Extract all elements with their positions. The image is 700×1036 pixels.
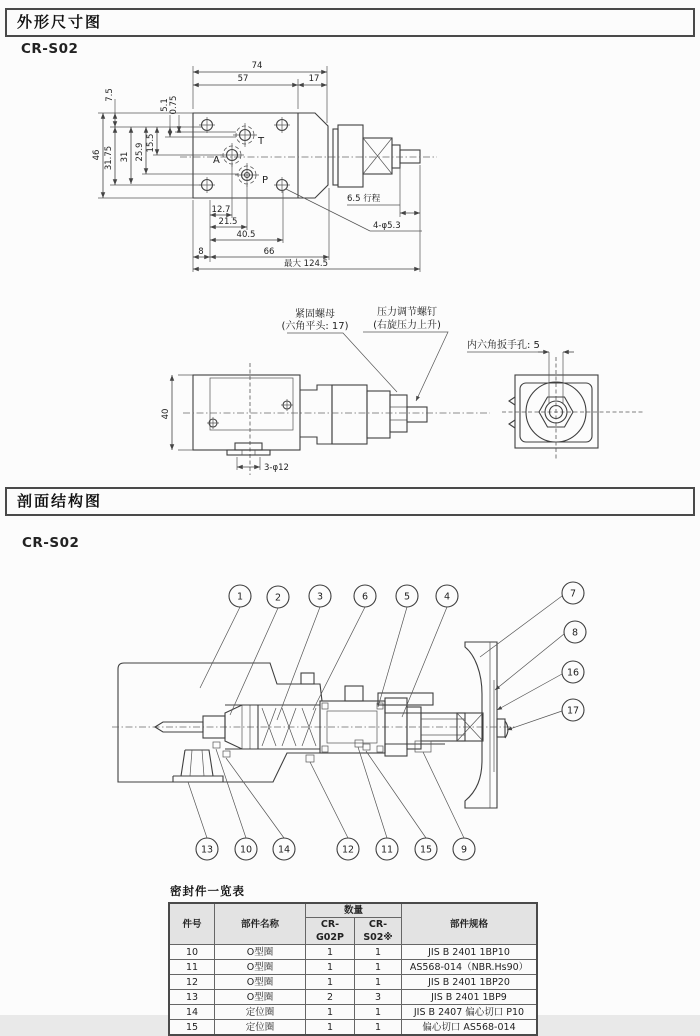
cell-qty-g02p: 2 — [306, 990, 355, 1005]
cell-spec: JIS B 2401 1BP9 — [402, 990, 538, 1005]
dim-15-5: 15.5 — [146, 133, 156, 153]
adjust-screw-sublabel: (右旋压力上升) — [373, 320, 441, 331]
svg-text:10: 10 — [239, 844, 253, 856]
section-header-structure — [5, 487, 695, 516]
col-header-part-name: 部件名称 — [215, 903, 306, 945]
dim-74: 74 — [251, 61, 263, 71]
callout-10 — [235, 838, 257, 860]
callout-8 — [564, 621, 586, 643]
port-p-label: P — [262, 175, 269, 186]
callout-17 — [562, 699, 584, 721]
callout-3 — [309, 585, 331, 607]
cell-qty-s02: 1 — [355, 1020, 402, 1036]
cell-spec: 偏心切口 AS568-014 — [402, 1020, 538, 1036]
top-view-drawing — [85, 55, 480, 291]
cell-qty-g02p: 1 — [306, 960, 355, 975]
callout-16 — [562, 661, 584, 683]
dim-8: 8 — [198, 247, 204, 257]
dimension-lines — [98, 66, 422, 272]
col-header-part-no: 件号 — [169, 903, 215, 945]
cell-spec: JIS B 2407 偏心切口 P10 — [402, 1005, 538, 1020]
table-row — [169, 960, 537, 975]
cell-qty-g02p: 1 — [306, 975, 355, 990]
cell-spec: JIS B 2401 1BP20 — [402, 975, 538, 990]
cell-part-name: O型圈 — [215, 945, 306, 960]
svg-text:16: 16 — [566, 667, 580, 679]
callout-9 — [453, 838, 475, 860]
holes-label: 4-φ5.3 — [373, 221, 401, 231]
adjust-screw-label: 压力调节螺钉 — [377, 307, 437, 318]
stroke-label: 6.5 行程 — [347, 194, 381, 204]
cell-spec: AS568-014（NBR.Hs90） — [402, 960, 538, 975]
svg-text:5: 5 — [403, 591, 411, 603]
lock-nut-label: 紧固螺母 — [295, 309, 335, 320]
callout-11 — [376, 838, 398, 860]
cell-qty-g02p: 1 — [306, 1020, 355, 1036]
dim-40: 40 — [161, 408, 171, 420]
svg-text:13: 13 — [200, 844, 214, 856]
dim-5-1: 5.1 — [160, 98, 170, 112]
cell-qty-s02: 3 — [355, 990, 402, 1005]
svg-text:9: 9 — [460, 844, 468, 856]
cell-part-name: O型圈 — [215, 990, 306, 1005]
side-view-dimensions — [161, 375, 289, 473]
callouts — [196, 582, 586, 860]
dim-7-5: 7.5 — [105, 88, 115, 102]
end-view — [467, 338, 645, 460]
dimension-labels — [92, 61, 401, 269]
cell-part-name: 定位圈 — [215, 1005, 306, 1020]
dim-57: 57 — [237, 74, 249, 84]
svg-text:1: 1 — [236, 591, 244, 603]
seal-parts-table — [168, 902, 538, 1036]
callout-1 — [229, 585, 251, 607]
table-row — [169, 1005, 537, 1020]
dim-21-5: 21.5 — [218, 217, 238, 227]
section-header-dimensions — [5, 8, 695, 37]
cell-part-name: O型圈 — [215, 975, 306, 990]
port-a-label: A — [213, 155, 220, 166]
side-and-end-view-drawing — [140, 300, 660, 482]
foot-holes-label: 3-φ12 — [264, 463, 289, 473]
svg-text:15: 15 — [419, 844, 433, 856]
cell-qty-g02p: 1 — [306, 1005, 355, 1020]
col-header-spec: 部件规格 — [402, 903, 538, 945]
dim-40-5: 40.5 — [236, 230, 256, 240]
cell-qty-g02p: 1 — [306, 945, 355, 960]
table-header-row — [169, 903, 537, 918]
svg-text:17: 17 — [566, 705, 580, 717]
dim-46: 46 — [92, 149, 102, 161]
mounting-foot — [227, 443, 270, 455]
dim-0-75: 0.75 — [169, 95, 179, 115]
callout-14 — [273, 838, 295, 860]
table-row — [169, 1020, 537, 1036]
svg-text:11: 11 — [380, 844, 394, 856]
callout-4 — [436, 585, 458, 607]
adjustment-screw-assembly — [385, 642, 508, 808]
table-row — [169, 975, 537, 990]
port-t-label: T — [258, 136, 265, 147]
hex-socket-label: 内六角扳手孔: 5 — [467, 340, 540, 351]
section-mounting-foot — [173, 750, 223, 782]
col-header-qty: 数量 — [306, 903, 402, 918]
cell-spec: JIS B 2401 1BP10 — [402, 945, 538, 960]
cell-qty-s02: 1 — [355, 975, 402, 990]
callout-13 — [196, 838, 218, 860]
callout-5 — [396, 585, 418, 607]
cell-qty-s02: 1 — [355, 945, 402, 960]
cell-part-no: 12 — [169, 975, 215, 990]
dim-12-7: 12.7 — [211, 205, 231, 215]
dim-31: 31 — [120, 151, 130, 163]
section-title: 外形尺寸图 — [17, 13, 103, 31]
callout-6 — [354, 585, 376, 607]
section-title: 剖面结构图 — [17, 492, 103, 510]
col-header-cr-g02p: CR-G02P — [306, 918, 355, 945]
cell-part-name: 定位圈 — [215, 1020, 306, 1036]
dim-31-75: 31.75 — [104, 145, 114, 171]
cell-qty-s02: 1 — [355, 960, 402, 975]
col-header-cr-s02: CR-S02※ — [355, 918, 402, 945]
seal-parts-section — [168, 883, 538, 1036]
svg-text:3: 3 — [316, 591, 324, 603]
lock-nut-sublabel: (六角平头: 17) — [281, 321, 349, 332]
svg-text:7: 7 — [569, 588, 577, 600]
table-row — [169, 945, 537, 960]
callout-7 — [562, 582, 584, 604]
port-p — [235, 163, 268, 187]
port-t — [233, 123, 265, 147]
cell-part-no: 13 — [169, 990, 215, 1005]
table-row — [169, 990, 537, 1005]
cell-part-no: 14 — [169, 1005, 215, 1020]
cell-part-name: O型圈 — [215, 960, 306, 975]
dim-25-9: 25.9 — [135, 142, 145, 162]
cell-part-no: 10 — [169, 945, 215, 960]
dim-66: 66 — [263, 247, 275, 257]
callout-12 — [337, 838, 359, 860]
cell-qty-s02: 1 — [355, 1005, 402, 1020]
dim-max-124-5: 最大 124.5 — [283, 259, 329, 269]
dim-17: 17 — [308, 74, 320, 84]
side-view-body — [183, 363, 490, 475]
leader-lines — [188, 596, 564, 838]
side-view-callout-labels — [281, 305, 448, 401]
model-label-structure: CR-S02 — [22, 535, 80, 551]
callout-15 — [415, 838, 437, 860]
svg-text:6: 6 — [361, 591, 369, 603]
valve-section-body — [112, 642, 515, 808]
model-label-dimensions: CR-S02 — [21, 41, 79, 57]
svg-text:2: 2 — [274, 592, 282, 604]
cell-part-no: 15 — [169, 1020, 215, 1036]
svg-text:4: 4 — [443, 591, 451, 603]
svg-text:12: 12 — [341, 844, 355, 856]
cross-section-drawing — [105, 572, 610, 872]
seal-table-title: 密封件一览表 — [170, 884, 245, 898]
svg-text:8: 8 — [571, 627, 579, 639]
svg-text:14: 14 — [277, 844, 291, 856]
cell-part-no: 11 — [169, 960, 215, 975]
callout-2 — [267, 586, 289, 608]
